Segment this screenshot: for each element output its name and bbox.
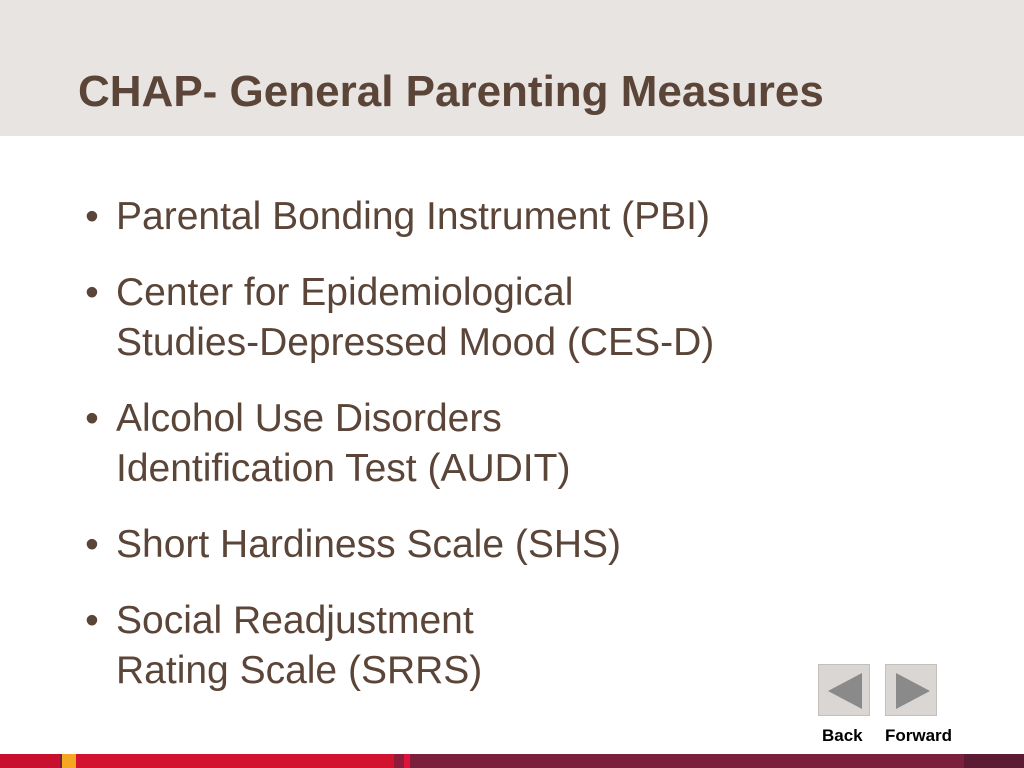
bullet-dot: • — [85, 523, 99, 566]
back-nav — [818, 664, 872, 716]
bullet-line: Short Hardiness Scale (SHS) — [116, 523, 622, 566]
bullet-text — [116, 596, 840, 696]
bullet-text — [116, 394, 840, 494]
back-label[interactable]: Back — [822, 726, 863, 745]
bullet-line: Studies-Depressed Mood (CES-D) — [116, 321, 715, 364]
bullet-dot: • — [85, 271, 99, 314]
footer-segment — [964, 754, 1024, 768]
forward-button[interactable] — [885, 664, 937, 716]
triangle-right-icon — [896, 673, 930, 709]
bullet-text — [116, 192, 840, 242]
footer-segment — [410, 754, 964, 768]
footer-bar — [0, 754, 1024, 768]
bullet-line: Identification Test (AUDIT) — [116, 447, 571, 490]
bullet-line: Alcohol Use Disorders — [116, 397, 502, 440]
bullet-text — [116, 268, 840, 368]
bullet-line: Center for Epidemiological — [116, 271, 574, 314]
triangle-left-icon — [828, 673, 862, 709]
bullet-item-pbi — [80, 192, 840, 242]
bullet-line: Social Readjustment — [116, 599, 474, 642]
bullet-list — [80, 192, 840, 696]
forward-label[interactable]: Forward — [885, 726, 953, 745]
slide-title: CHAP- General Parenting Measures — [78, 67, 824, 116]
footer-segment — [0, 754, 60, 768]
footer-segment — [62, 754, 76, 768]
bullet-line: Rating Scale (SRRS) — [116, 649, 483, 692]
bullet-item-shs — [80, 520, 840, 570]
bullet-text — [116, 520, 840, 570]
bullet-line: Parental Bonding Instrument (PBI) — [116, 195, 710, 238]
footer-segment — [76, 754, 394, 768]
bullet-dot: • — [85, 195, 99, 238]
bullet-item-audit — [80, 394, 840, 494]
forward-nav — [885, 664, 939, 716]
bullet-item-srrs — [80, 596, 840, 696]
bullet-dot: • — [85, 397, 99, 440]
bullet-dot: • — [85, 599, 99, 642]
back-button[interactable] — [818, 664, 870, 716]
bullet-item-ces-d — [80, 268, 840, 368]
